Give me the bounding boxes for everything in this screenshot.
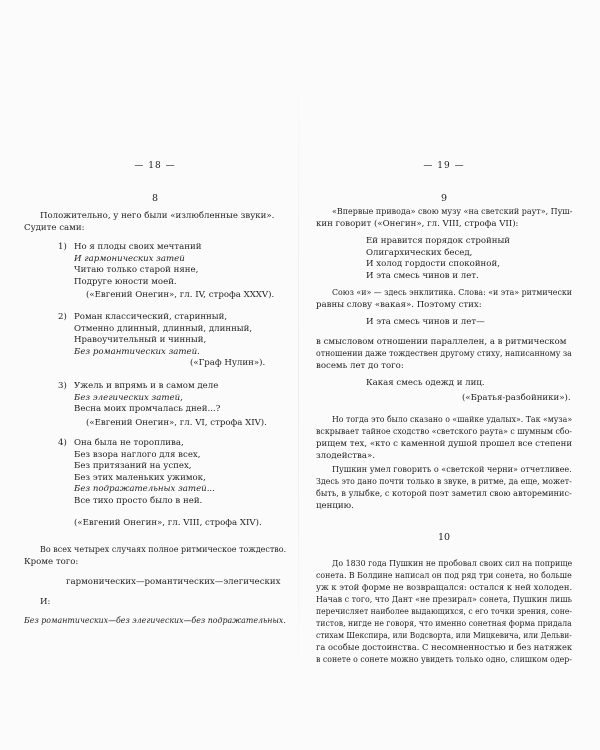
paragraph-line: вскрывает тайное сходство «светского раута» с шумным сбо- xyxy=(316,427,572,437)
paragraph-line: И: xyxy=(40,597,51,607)
section-number: 9 xyxy=(440,193,448,204)
verse-line: Все тихо просто было в ней. xyxy=(74,495,203,506)
verse-line: Без притязаний на успех, xyxy=(74,461,192,472)
paragraph-line: тистов, нигде не говоря, что именно сонетная форма придала xyxy=(316,619,572,629)
verse-quote xyxy=(74,438,215,508)
verse-line: Ужель и впрямь и в самом деле xyxy=(74,381,219,391)
paragraph-line: отношении даже тождествен другому стиху, написанному за xyxy=(316,349,572,359)
quote-number: 4) xyxy=(58,438,67,448)
paragraph-line: Но тогда это было сказано о «шайке удалых». Так «муза» xyxy=(332,415,573,425)
quote-source: («Евгений Онегин», гл. VIII, строфа XIV). xyxy=(74,518,262,528)
paragraph-line: Пушкин умел говорить о «светской черни» отчетливее. xyxy=(332,465,572,475)
quote-source: («Евгений Онегин», гл. VI, строфа XIV). xyxy=(86,418,267,428)
verse-quote xyxy=(74,242,201,288)
paragraph-line: Начав с того, что Дант «не презирал» сонета, Пушкин лишь xyxy=(316,595,572,605)
verse-line: Подруге юности моей. xyxy=(74,276,177,287)
verse-line: Нравоучительный и чинный, xyxy=(74,335,207,346)
word-formula: Без романтических—без элегических—без подражательных. xyxy=(24,616,286,626)
verse-line: Отменно длинный, длинный, длинный, xyxy=(74,323,253,334)
book-gutter xyxy=(298,40,299,710)
verse-line: Ей нравится порядок стройный xyxy=(366,236,511,246)
verse-line: И эта смесь чинов и лет. xyxy=(366,270,479,281)
paragraph-line: стихам Шекспира, или Водсворта, или Мицкевича, или Дельви- xyxy=(316,631,572,641)
paragraph-line: кин говорит («Онегин», гл. VIII, строфа VII): xyxy=(316,219,519,229)
paragraph-line: До 1830 года Пушкин не пробовал своих сил на поприще xyxy=(332,559,573,569)
verse-line: Без взора наглого для всех, xyxy=(74,449,201,460)
verse-line: Роман классический, старинный, xyxy=(74,312,228,322)
paragraph-line: уж к этой форме не возвращался: остался к ней холоден. xyxy=(316,583,573,593)
verse-line: И холод гордости спокойной, xyxy=(366,259,500,270)
verse-line: Весна моих промчалась дней...? xyxy=(74,404,221,415)
quote-number: 3) xyxy=(58,381,67,391)
quote-source: («Евгений Онегин», гл. IV, строфа XXXV). xyxy=(86,290,275,300)
verse-line: Без романтических затей. xyxy=(74,346,200,357)
right-page xyxy=(316,0,572,750)
paragraph-line: восемь лет до того: xyxy=(316,361,404,371)
paragraph-line: Во всех четырех случаях полное ритмическое тождество. xyxy=(40,545,287,555)
paragraph-line: быть, в улыбке, с которой поэт заметил свою автореминис- xyxy=(316,489,572,499)
quote-number: 1) xyxy=(58,242,67,252)
page-number: — 18 — xyxy=(134,161,176,171)
verse-line: Без элегических затей, xyxy=(74,392,183,403)
paragraph-line: Здесь это дано почти только в звуке, в ритме, да еще, может- xyxy=(316,477,572,487)
verse-line: Читаю только старой няне, xyxy=(74,265,199,276)
paragraph-line: рищем тех, «кто с каменной душой прошел все степени xyxy=(316,439,573,449)
page-number: — 19 — xyxy=(423,161,465,171)
verse-line: Но я плоды своих мечтаний xyxy=(74,242,202,252)
paragraph-line: «Впервые привода» свою музу «на светский раут», Пуш- xyxy=(332,207,573,217)
paragraph-line: Судите сами: xyxy=(24,223,85,233)
verse-line: Она была не тороплива, xyxy=(74,438,184,448)
verse-quote xyxy=(74,381,220,416)
verse-line: Без этих маленьких ужимок, xyxy=(74,472,206,483)
quote-source: («Граф Нулин»). xyxy=(190,358,266,368)
paragraph-line: перечисляет наиболее выдающихся, с его точки зрения, соне- xyxy=(316,607,572,617)
paragraph-line: Союз «и» — здесь энклитика. Слова: «и эта» ритмически xyxy=(332,288,573,298)
verse-line: Какая смесь одежд и лиц. xyxy=(366,378,485,388)
paragraph-line: Кроме того: xyxy=(24,557,79,567)
quote-source: («Братья-разбойники»). xyxy=(462,393,571,403)
section-number: 10 xyxy=(437,532,451,543)
paragraph-line: ценцию. xyxy=(316,501,354,511)
paragraph-line: равны слову «вакая». Поэтому стих: xyxy=(316,300,482,310)
word-formula: гармонических—романтических—элегических xyxy=(66,577,281,587)
quote-number: 2) xyxy=(58,312,67,322)
verse-quote xyxy=(366,236,510,282)
left-page xyxy=(24,0,286,750)
verse-line: Олигархических бесед, xyxy=(366,247,473,258)
verse-line: И гармонических затей xyxy=(74,253,185,264)
verse-quote xyxy=(74,312,252,358)
paragraph-line: сонета. В Болдине написал он под ряд три сонета, но больше xyxy=(316,571,572,581)
paragraph-line: Положительно, у него были «излюбленные звуки». xyxy=(40,211,275,221)
verse-line: И эта смесь чинов и лет— xyxy=(366,317,485,327)
paragraph-line: в смысловом отношении параллелен, а в ритмическом xyxy=(316,337,567,347)
paragraph-line: злодейства». xyxy=(316,451,375,461)
section-number: 8 xyxy=(151,193,159,204)
paragraph-line: в сонете о сонете можно увидеть только одно, слишком одер- xyxy=(316,655,572,665)
paragraph-line: га особые достоинства. С несомненностью и без натяжек xyxy=(316,643,573,653)
verse-line: Без подражательных затей... xyxy=(74,484,215,495)
